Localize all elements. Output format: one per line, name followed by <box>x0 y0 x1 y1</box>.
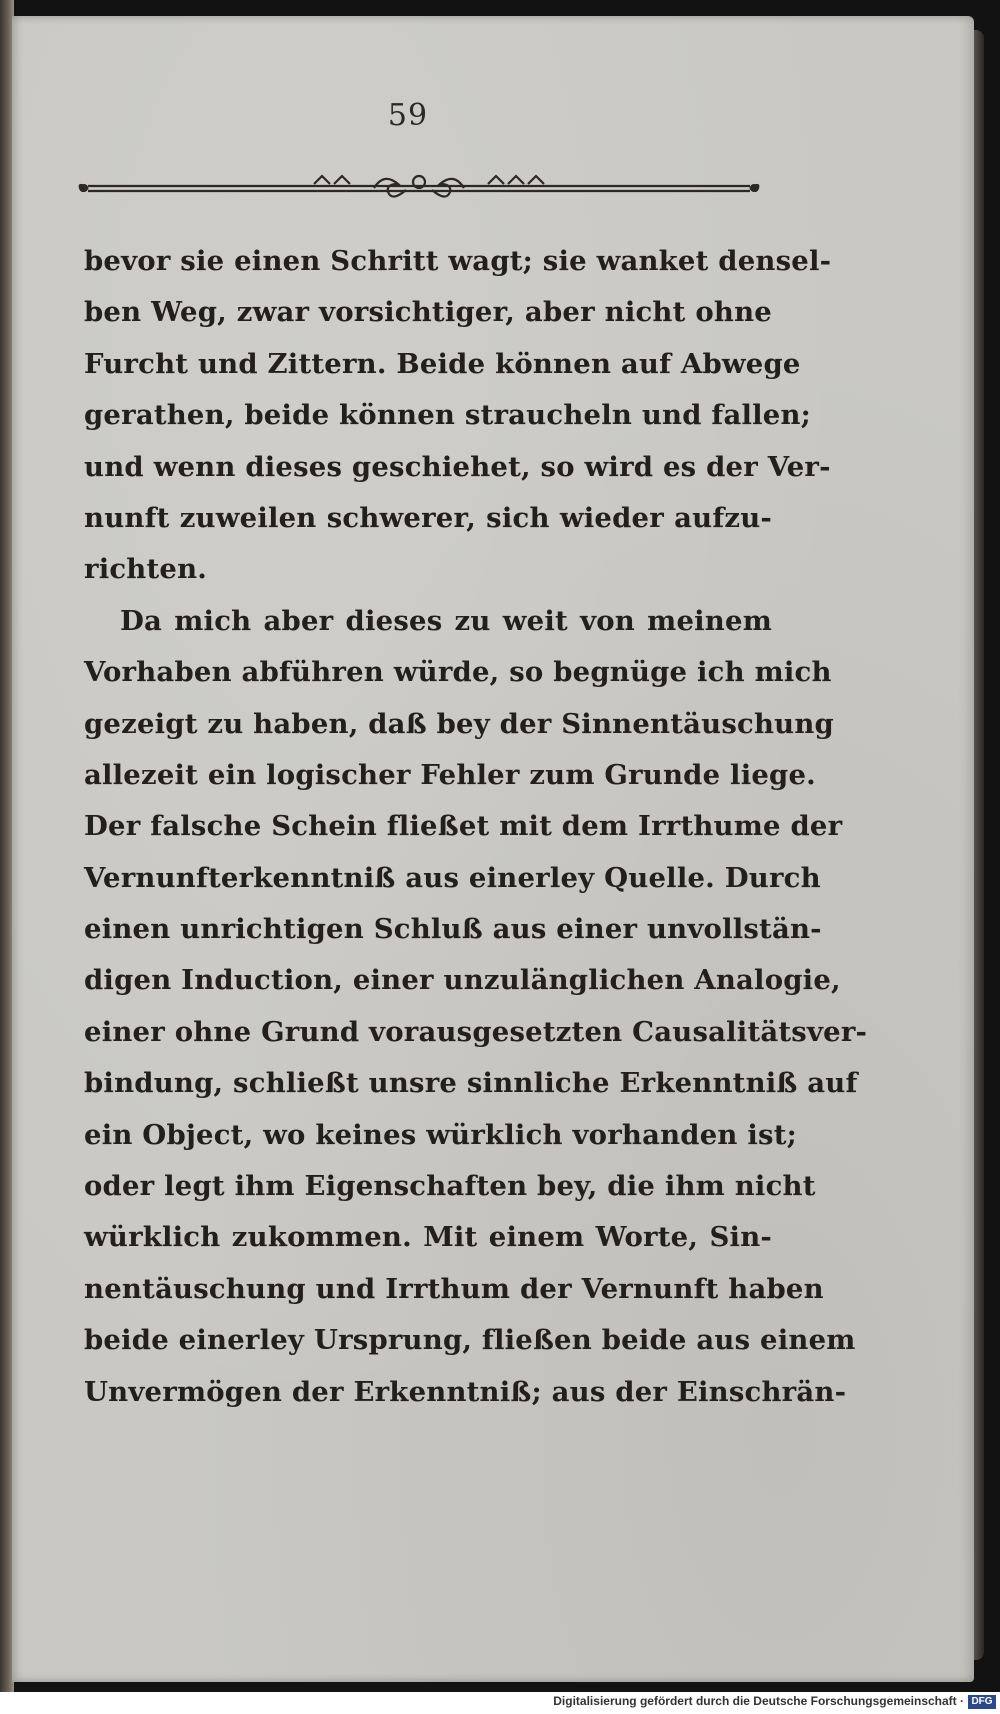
text-line: bindung, schließt unsre sinnliche Erkenntniß auf <box>84 1067 858 1100</box>
text-line: richten. <box>84 553 208 586</box>
text-line: Unvermögen der Erkenntniß; aus der Einschrän- <box>84 1375 847 1408</box>
text-line: allezeit ein logischer Fehler zum Grunde liege. <box>84 758 816 791</box>
text-line: oder legt ihm Eigenschaften bey, die ihm nicht <box>84 1170 816 1203</box>
text-line: nunft zuweilen schwerer, sich wieder aufzu- <box>84 501 772 534</box>
page-number: 59 <box>387 98 429 133</box>
text-line: bevor sie einen Schritt wagt; sie wanket densel- <box>84 245 832 277</box>
text-line: Furcht und Zittern. Beide können auf Abwege <box>84 347 801 380</box>
text-line: einer ohne Grund vorausgesetzten Causalitätsver- <box>84 1015 868 1048</box>
text-line: nentäuschung und Irrthum der Vernunft haben <box>84 1272 824 1305</box>
body-text <box>84 236 868 1418</box>
text-line: beide einerley Ursprung, fließen beide aus einem <box>84 1324 856 1357</box>
text-line: Da mich aber dieses zu weit von meinem <box>120 604 772 637</box>
text-line: Vernunfterkenntniß aus einerley Quelle. Durch <box>84 861 821 894</box>
ornament-rule-icon <box>74 166 764 206</box>
text-line: Vorhaben abführen würde, so begnüge ich mich <box>84 656 832 689</box>
text-line: Der falsche Schein fließet mit dem Irrthume der <box>84 810 843 843</box>
text-line: würklich zukommen. Mit einem Worte, Sin- <box>84 1221 772 1254</box>
text-line: gerathen, beide können straucheln und fallen; <box>84 399 811 432</box>
digitization-credit: Digitalisierung gefördert durch die Deutsche Forschungsgemeinschaft · <box>553 1694 964 1708</box>
text-line: digen Induction, einer unzulänglichen Analogie, <box>84 964 841 997</box>
dfg-logo: DFG <box>968 1695 996 1709</box>
text-line: und wenn dieses geschiehet, so wird es der Ver- <box>84 450 831 483</box>
text-line: einen unrichtigen Schluß aus einer unvollstän- <box>84 913 822 946</box>
text-line: ben Weg, zwar vorsichtiger, aber nicht ohne <box>84 296 772 329</box>
text-line: ein Object, wo keines würklich vorhanden ist; <box>84 1118 797 1151</box>
text-line: gezeigt zu haben, daß bey der Sinnentäuschung <box>84 707 834 740</box>
